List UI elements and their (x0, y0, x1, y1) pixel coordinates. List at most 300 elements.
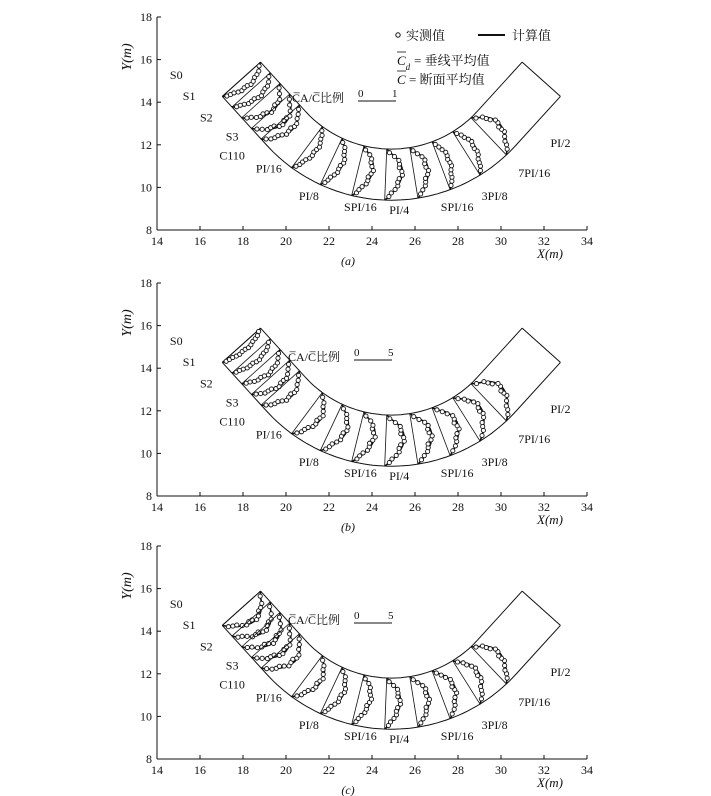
measured-point (445, 412, 449, 416)
x-tick-label: 32 (538, 763, 550, 777)
measured-point (398, 424, 402, 428)
measured-point (389, 191, 393, 195)
measured-point (452, 699, 456, 703)
measured-point (497, 125, 501, 129)
measured-point (295, 122, 299, 126)
measured-point (412, 415, 416, 419)
measured-point (449, 168, 453, 172)
x-tick-label: 20 (280, 500, 292, 514)
chart-panel (120, 10, 593, 268)
measured-point (455, 131, 459, 135)
x-tick-label: 16 (194, 763, 206, 777)
measured-point (295, 388, 299, 392)
measured-point (368, 153, 372, 157)
measured-point (450, 712, 454, 716)
x-tick-label: 18 (237, 763, 249, 777)
measured-point (474, 670, 478, 674)
measured-point (397, 158, 401, 162)
measured-point (503, 139, 507, 143)
x-tick-label: 22 (323, 763, 335, 777)
measured-point (297, 647, 301, 651)
measured-point (320, 133, 324, 137)
measured-point (240, 634, 244, 638)
measured-point (371, 169, 375, 173)
measured-point (411, 149, 415, 153)
measured-point (505, 147, 509, 151)
section-line (385, 415, 387, 466)
measured-point (321, 677, 325, 681)
measured-point (368, 693, 372, 697)
panel-label: (c) (341, 783, 355, 796)
legend-measured-marker (396, 33, 400, 37)
measured-point (265, 84, 269, 88)
measured-point (368, 686, 372, 690)
measured-point (341, 670, 345, 674)
measured-point (346, 425, 350, 429)
measured-point (472, 400, 476, 404)
x-tick-label: 32 (538, 234, 550, 248)
measured-point (280, 133, 284, 137)
computed-profile (261, 634, 300, 669)
section-line (385, 149, 387, 200)
x-tick-label: 18 (237, 234, 249, 248)
measured-point (260, 127, 264, 131)
measured-point (297, 637, 301, 641)
section-label: PI/4 (389, 732, 410, 747)
measured-point (490, 382, 494, 386)
measured-point (296, 112, 300, 116)
section-label: PI/4 (389, 203, 410, 218)
measured-point (359, 713, 363, 717)
x-tick-label: 32 (538, 500, 550, 514)
measured-point (363, 677, 367, 681)
measured-point (321, 409, 325, 413)
measured-point (267, 75, 271, 79)
measured-point (388, 720, 392, 724)
measured-point (411, 678, 415, 682)
measured-point (419, 192, 423, 196)
y-tick-label: 12 (140, 403, 152, 418)
section-label: S0 (169, 596, 183, 611)
measured-point (449, 183, 453, 187)
scale-label: C̅A/C̅比例 (288, 350, 341, 364)
measured-point (482, 380, 486, 384)
section-line (222, 328, 260, 362)
measured-point (281, 123, 285, 127)
x-axis-title: X(m) (537, 246, 563, 261)
measured-point (257, 64, 261, 68)
measured-point (295, 694, 299, 698)
section-label: PI/2 (550, 135, 571, 150)
x-tick-label: 26 (409, 763, 421, 777)
x-tick-label: 22 (323, 234, 335, 248)
measured-point (250, 645, 254, 649)
x-tick-label: 22 (323, 500, 335, 514)
y-tick-label: 16 (140, 318, 152, 333)
legend-computed-label: 计算值 (512, 28, 552, 43)
measured-point (329, 704, 333, 708)
measured-point (395, 687, 399, 691)
measured-point (474, 381, 478, 385)
measured-point (371, 423, 375, 427)
measured-point (242, 102, 246, 106)
measured-point (257, 69, 261, 73)
measured-point (421, 717, 425, 721)
legend-c-text: = 断面平均值 (409, 72, 485, 87)
measured-point (278, 622, 282, 626)
measured-point (454, 436, 458, 440)
measured-point (306, 425, 310, 429)
legend-measured-label: 实测值 (406, 28, 446, 43)
measured-point (335, 440, 339, 444)
scale-tick-label: 5 (388, 610, 394, 622)
measured-point (280, 399, 284, 403)
measured-point (370, 157, 374, 161)
measured-point (343, 157, 347, 161)
section-label: S3 (225, 129, 239, 144)
section-label: 3PI/8 (481, 718, 508, 733)
measured-point (373, 435, 377, 439)
measured-point (343, 675, 347, 679)
measured-point (455, 432, 459, 436)
measured-point (443, 675, 447, 679)
section-label: 3PI/8 (481, 455, 508, 470)
measured-point (341, 407, 345, 411)
section-label: PI/16 (255, 690, 282, 705)
x-tick-label: 18 (237, 500, 249, 514)
chart-panel (120, 539, 593, 796)
measured-point (364, 414, 368, 418)
y-tick-label: 10 (140, 180, 152, 195)
measured-point (417, 417, 421, 421)
measured-point (363, 148, 367, 152)
measured-point (330, 442, 334, 446)
x-tick-label: 34 (581, 234, 593, 248)
measured-point (295, 117, 299, 121)
measured-point (399, 443, 403, 447)
y-tick-label: 8 (146, 752, 152, 766)
section-label: SPI/16 (344, 465, 377, 480)
section-label: S1 (182, 355, 196, 370)
measured-point (232, 91, 236, 95)
section-label: PI/8 (298, 189, 319, 204)
x-tick-label: 30 (495, 500, 507, 514)
measured-point (282, 664, 286, 668)
measured-point (273, 638, 277, 642)
measured-point (264, 137, 268, 141)
measured-point (426, 423, 430, 427)
measured-point (295, 431, 299, 435)
x-tick-label: 34 (581, 500, 593, 514)
measured-point (276, 134, 280, 138)
y-tick-label: 18 (140, 10, 152, 24)
measured-point (369, 419, 373, 423)
measured-point (284, 376, 288, 380)
measured-point (276, 400, 280, 404)
measured-point (433, 142, 437, 146)
section-label: C110 (219, 414, 245, 429)
measured-point (416, 681, 420, 685)
measured-point (276, 356, 280, 360)
measured-point (341, 140, 345, 144)
measured-point (277, 664, 281, 668)
section-label: S0 (169, 67, 183, 82)
section-label: 7PI/16 (518, 694, 551, 709)
measured-point (415, 152, 419, 156)
measured-point (423, 420, 427, 424)
measured-point (321, 395, 325, 399)
measured-point (370, 164, 374, 168)
x-tick-label: 28 (452, 763, 464, 777)
measured-point (295, 383, 299, 387)
measured-point (248, 380, 252, 384)
measured-point (387, 151, 391, 155)
section-label: PI/8 (298, 455, 319, 470)
y-tick-label: 14 (140, 95, 152, 110)
scale-label: C̅A/C̅比例 (288, 613, 341, 627)
measured-point (435, 408, 439, 412)
measured-point (453, 695, 457, 699)
measured-point (265, 667, 269, 671)
measured-point (391, 683, 395, 687)
measured-point (304, 158, 308, 162)
measured-point (276, 351, 280, 355)
section-line (385, 678, 387, 729)
measured-point (268, 605, 272, 609)
measured-point (275, 361, 279, 365)
measured-point (236, 635, 240, 639)
measured-point (504, 399, 508, 403)
section-label: PI/4 (389, 469, 410, 484)
measured-point (264, 403, 268, 407)
measured-point (453, 444, 457, 448)
measured-point (254, 392, 258, 396)
measured-point (439, 673, 443, 677)
measured-point (480, 644, 484, 648)
measured-point (424, 705, 428, 709)
measured-point (245, 645, 249, 649)
measured-point (392, 154, 396, 158)
measured-point (245, 634, 249, 638)
measured-point (267, 80, 271, 84)
section-label: S3 (225, 658, 239, 673)
y-tick-label: 18 (140, 276, 152, 290)
section-label: S1 (182, 89, 196, 104)
section-label: 7PI/16 (518, 431, 551, 446)
measured-point (231, 624, 235, 628)
section-label: S2 (200, 376, 213, 391)
measured-point (288, 632, 292, 636)
y-tick-label: 14 (140, 624, 152, 639)
y-tick-label: 14 (140, 361, 152, 376)
measured-point (266, 345, 270, 349)
measured-point (255, 646, 259, 650)
scale-tick-label: 1 (392, 88, 398, 100)
measured-point (504, 404, 508, 408)
x-tick-label: 20 (280, 234, 292, 248)
measured-point (480, 420, 484, 424)
x-tick-label: 24 (366, 763, 378, 777)
measured-point (361, 451, 365, 455)
panel-label: (b) (341, 520, 355, 534)
section-label: PI/16 (255, 427, 282, 442)
measured-point (249, 115, 253, 119)
measured-point (474, 116, 478, 120)
legend-cd-text: = 垂线平均值 (414, 53, 490, 68)
measured-point (390, 457, 394, 461)
measured-point (269, 612, 273, 616)
x-tick-label: 26 (409, 234, 421, 248)
x-tick-label: 28 (452, 500, 464, 514)
measured-point (318, 141, 322, 145)
measured-point (419, 721, 423, 725)
measured-point (496, 381, 500, 385)
measured-point (255, 127, 259, 131)
measured-point (476, 406, 480, 410)
measured-point (452, 707, 456, 711)
x-tick-label: 16 (194, 500, 206, 514)
y-tick-label: 10 (140, 446, 152, 461)
y-axis-title: Y(m) (120, 43, 135, 71)
computed-profile (471, 646, 507, 684)
section-line (471, 647, 506, 684)
measured-point (499, 389, 503, 393)
flume-outlet (522, 591, 560, 625)
section-label: SPI/16 (440, 465, 474, 480)
measured-point (260, 656, 264, 660)
measured-point (480, 115, 484, 119)
scale-tick-label: 0 (354, 347, 360, 359)
measured-point (497, 654, 501, 658)
measured-point (258, 391, 262, 395)
measured-point (503, 134, 507, 138)
x-axis-title: X(m) (537, 775, 563, 790)
measured-point (321, 672, 325, 676)
measured-point (321, 658, 325, 662)
measured-point (277, 86, 281, 90)
measured-point (397, 177, 401, 181)
measured-point (402, 435, 406, 439)
scale-tick-label: 5 (388, 347, 394, 359)
measured-point (387, 680, 391, 684)
section-label: SPI/16 (344, 199, 377, 214)
measured-point (451, 449, 455, 453)
x-tick-label: 30 (495, 234, 507, 248)
measured-point (317, 145, 321, 149)
section-label: S1 (182, 618, 196, 633)
measured-point (297, 653, 301, 657)
measured-point (423, 176, 427, 180)
section-label: S2 (200, 639, 213, 654)
measured-point (476, 157, 480, 161)
panel-label: (a) (341, 254, 355, 268)
x-tick-label: 34 (581, 763, 593, 777)
measured-point (422, 454, 426, 458)
measured-point (297, 373, 301, 377)
x-tick-label: 20 (280, 763, 292, 777)
y-tick-label: 18 (140, 539, 152, 553)
y-axis-title: Y(m) (120, 572, 135, 600)
measured-point (320, 129, 324, 133)
section-label: S0 (169, 333, 183, 348)
measured-point (493, 118, 497, 122)
measured-point (296, 378, 300, 382)
measured-point (505, 676, 509, 680)
legend-cd-symbol: $C_d$ (397, 53, 411, 72)
measured-point (278, 97, 282, 101)
section-label: C110 (219, 677, 245, 692)
measured-point (451, 414, 455, 418)
measured-point (286, 367, 290, 371)
measured-point (321, 414, 325, 418)
measured-point (474, 645, 478, 649)
y-tick-label: 10 (140, 709, 152, 724)
x-tick-label: 16 (194, 234, 206, 248)
measured-point (448, 677, 452, 681)
measured-point (269, 387, 273, 391)
measured-point (345, 412, 349, 416)
measured-point (506, 412, 510, 416)
measured-point (462, 397, 466, 401)
measured-point (286, 372, 290, 376)
measured-point (297, 642, 301, 646)
y-tick-label: 12 (140, 137, 152, 152)
section-label: SPI/16 (440, 728, 474, 743)
measured-point (393, 421, 397, 425)
measured-point (421, 188, 425, 192)
measured-point (235, 623, 239, 627)
legend (396, 28, 551, 87)
section-label: C110 (219, 148, 245, 163)
measured-point (287, 97, 291, 101)
measured-point (479, 697, 483, 701)
y-tick-label: 8 (146, 489, 152, 503)
flume-outlet (522, 62, 560, 96)
measured-point (371, 431, 375, 435)
measured-point (264, 628, 268, 632)
measured-point (367, 681, 371, 685)
measured-point (369, 697, 373, 701)
measured-point (297, 107, 301, 111)
scale-tick-label: 0 (354, 610, 360, 622)
measured-point (461, 661, 465, 665)
measured-point (434, 671, 438, 675)
section-label: SPI/16 (344, 728, 377, 743)
measured-point (245, 116, 249, 120)
measured-point (476, 402, 480, 406)
measured-point (226, 625, 230, 629)
measured-point (440, 410, 444, 414)
x-tick-label: 26 (409, 500, 421, 514)
measured-point (277, 615, 281, 619)
measured-point (343, 145, 347, 149)
measured-point (479, 684, 483, 688)
legend-c-symbol: C (397, 72, 406, 87)
measured-point (388, 417, 392, 421)
measured-point (486, 381, 490, 385)
x-tick-label: 14 (151, 234, 163, 248)
y-tick-label: 16 (140, 581, 152, 596)
measured-point (270, 667, 274, 671)
x-tick-label: 30 (495, 763, 507, 777)
measured-point (255, 656, 259, 660)
measured-point (258, 594, 262, 598)
section-label: SPI/16 (440, 199, 474, 214)
scale-tick-label: 0 (358, 88, 364, 100)
measured-point (360, 185, 364, 189)
y-tick-label: 16 (140, 52, 152, 67)
section-label: PI/2 (550, 401, 571, 416)
